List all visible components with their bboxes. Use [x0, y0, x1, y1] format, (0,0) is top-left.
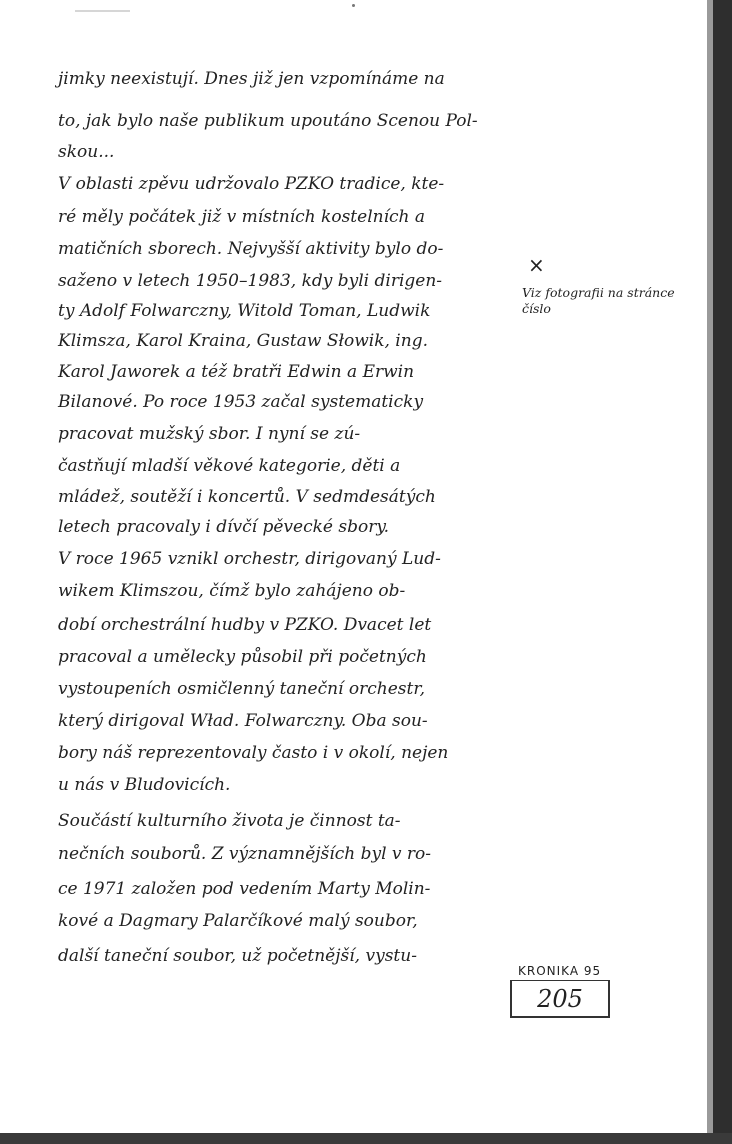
text-line: letech pracovaly i dívčí pěvecké sbory. [58, 517, 390, 537]
page-edge-bottom [0, 1133, 732, 1144]
text-line: matičních sborech. Nejvyšší aktivity bylo do- [58, 239, 444, 259]
margin-note-line: číslo [522, 301, 551, 316]
chronicle-label: KRONIKA 95 [518, 964, 602, 978]
text-line: bory náš reprezentovaly často i v okolí, nejen [58, 743, 449, 763]
text-line: který dirigoval Wład. Folwarczny. Oba sou- [58, 711, 428, 731]
text-line: V roce 1965 vznikl orchestr, dirigovaný Lud- [58, 549, 441, 569]
text-line: Klimsza, Karol Kraina, Gustaw Słowik, ing. [58, 331, 428, 351]
text-line: saženo v letech 1950–1983, kdy byli dirigen- [58, 271, 443, 291]
page-edge-right [713, 0, 732, 1144]
text-line: Součástí kulturního života je činnost ta- [58, 811, 401, 831]
text-line: ty Adolf Folwarczny, Witold Toman, Ludwik [58, 301, 431, 321]
page-number: 205 [537, 985, 583, 1013]
text-line: to, jak bylo naše publikum upoutáno Scenou Pol- [58, 111, 478, 131]
text-line: u nás v Bludovicích. [58, 775, 231, 795]
text-line: ce 1971 založen pod vedením Marty Molin- [58, 879, 431, 899]
text-line: ré měly počátek již v místních kostelních a [58, 207, 426, 227]
text-line: mládež, soutěží i koncertů. V sedmdesátých [58, 487, 436, 507]
margin-note [522, 285, 712, 317]
text-line: dobí orchestrální hudby v PZKO. Dvacet let [58, 615, 432, 635]
text-line: wikem Klimszou, čímž bylo zahájeno ob- [58, 581, 406, 601]
text-line: pracoval a umělecky působil při početných [58, 647, 427, 667]
text-line: Bilanové. Po roce 1953 začal systematicky [58, 392, 424, 412]
margin-reference-mark: × [528, 253, 545, 277]
page-number-box [510, 980, 610, 1018]
top-scan-dot [352, 4, 355, 7]
text-line: častňují mladší věkové kategorie, děti a [58, 456, 401, 476]
text-line: V oblasti zpěvu udržovalo PZKO tradice, kte- [58, 174, 445, 194]
text-line: kové a Dagmary Palarčíkové malý soubor, [58, 911, 418, 931]
text-line: jimky neexistují. Dnes již jen vzpomínáme na [58, 69, 445, 89]
text-line: další taneční soubor, už početnější, vystu- [58, 946, 417, 966]
text-line: nečních souborů. Z významnějších byl v ro- [58, 844, 432, 864]
text-line: vystoupeních osmičlenný taneční orchestr, [58, 679, 425, 699]
margin-note-line: Viz fotografii na stránce [522, 285, 675, 300]
top-scan-mark [75, 10, 130, 12]
text-line: skou... [58, 142, 115, 162]
text-line: Karol Jaworek a též bratři Edwin a Erwin [58, 362, 415, 382]
text-line: pracovat mužský sbor. I nyní se zú- [58, 424, 361, 444]
